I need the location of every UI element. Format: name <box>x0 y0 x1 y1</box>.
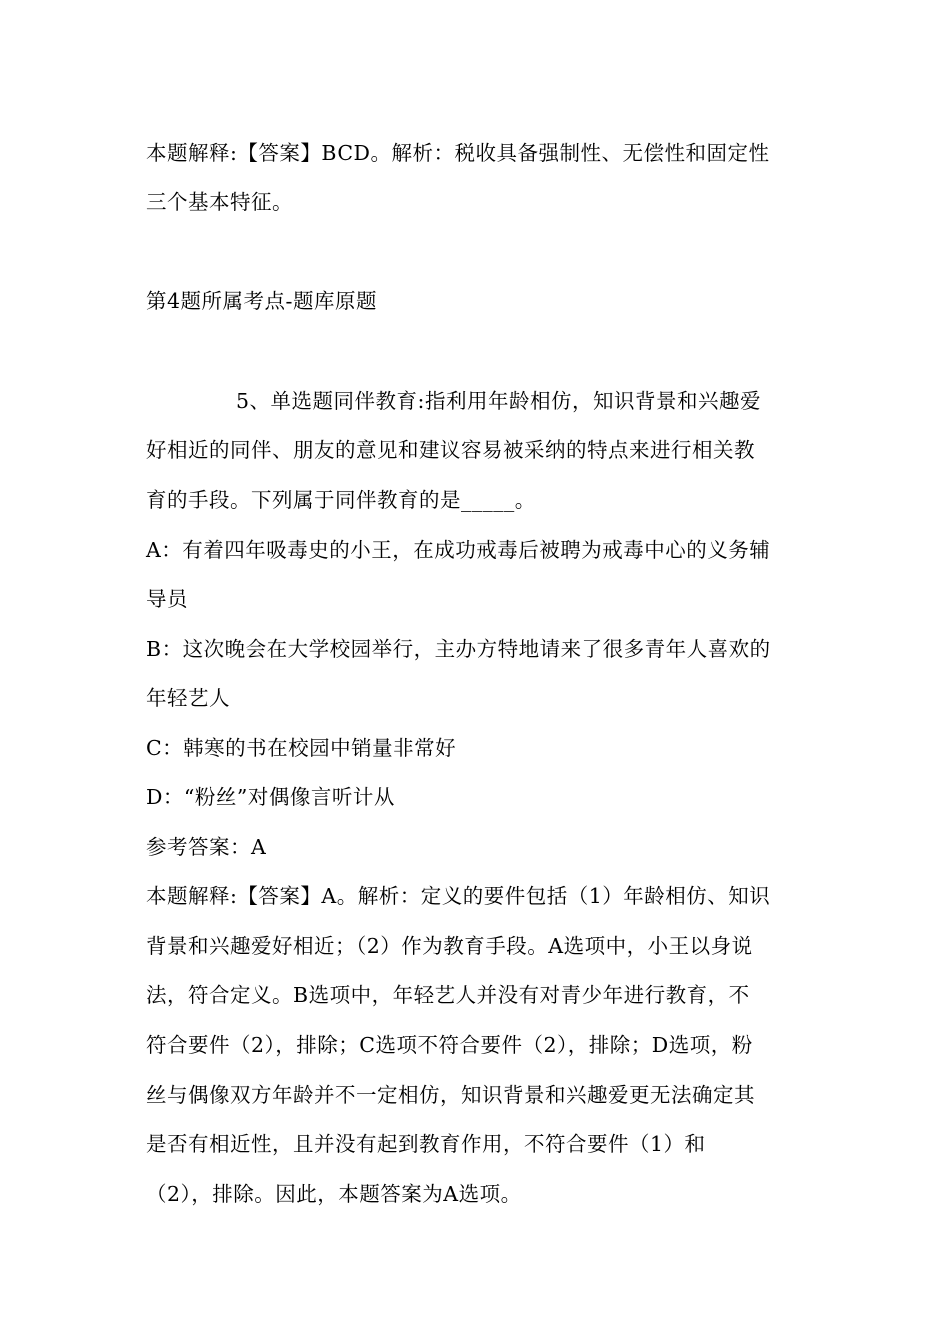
q5-explanation-line-7: （2），排除。因此，本题答案为A选项。 <box>146 1182 522 1206</box>
q5-answer: 参考答案：A <box>146 835 267 859</box>
q4-explanation-line-2: 三个基本特征。 <box>146 190 293 214</box>
q5-option-b-line-1: B：这次晚会在大学校园举行，主办方特地请来了很多青年人喜欢的 <box>146 637 771 661</box>
q4-explanation-line-1: 本题解释:【答案】BCD。解析：税收具备强制性、无偿性和固定性 <box>146 141 770 165</box>
q5-explanation-line-3: 法，符合定义。B选项中，年轻艺人并没有对青少年进行教育，不 <box>146 983 750 1007</box>
q5-explanation-line-4: 符合要件（2），排除；C选项不符合要件（2），排除；D选项，粉 <box>146 1033 753 1057</box>
q5-explanation-line-2: 背景和兴趣爱好相近；（2）作为教育手段。A选项中，小王以身说 <box>146 934 753 958</box>
q5-option-b-line-2: 年轻艺人 <box>146 686 230 710</box>
q5-option-a-line-2: 导员 <box>146 587 188 611</box>
q5-stem-line-3: 育的手段。下列属于同伴教育的是_____。 <box>146 488 536 512</box>
q5-option-c: C：韩寒的书在校园中销量非常好 <box>146 736 457 760</box>
q4-source: 第4题所属考点-题库原题 <box>146 289 377 313</box>
q5-explanation-line-1: 本题解释:【答案】A。解析：定义的要件包括（1）年龄相仿、知识 <box>146 884 771 908</box>
q5-explanation-line-5: 丝与偶像双方年龄并不一定相仿，知识背景和兴趣爱更无法确定其 <box>146 1083 755 1107</box>
q5-explanation-line-6: 是否有相近性，且并没有起到教育作用，不符合要件（1）和 <box>146 1132 706 1156</box>
q5-option-a-line-1: A：有着四年吸毒史的小王，在成功戒毒后被聘为戒毒中心的义务辅 <box>146 538 771 562</box>
q5-option-d: D：“粉丝”对偶像言听计从 <box>146 785 395 809</box>
q5-stem-line-1: 5、单选题同伴教育:指利用年龄相仿，知识背景和兴趣爱 <box>236 389 761 413</box>
q5-stem-line-2: 好相近的同伴、朋友的意见和建议容易被采纳的特点来进行相关教 <box>146 438 755 462</box>
